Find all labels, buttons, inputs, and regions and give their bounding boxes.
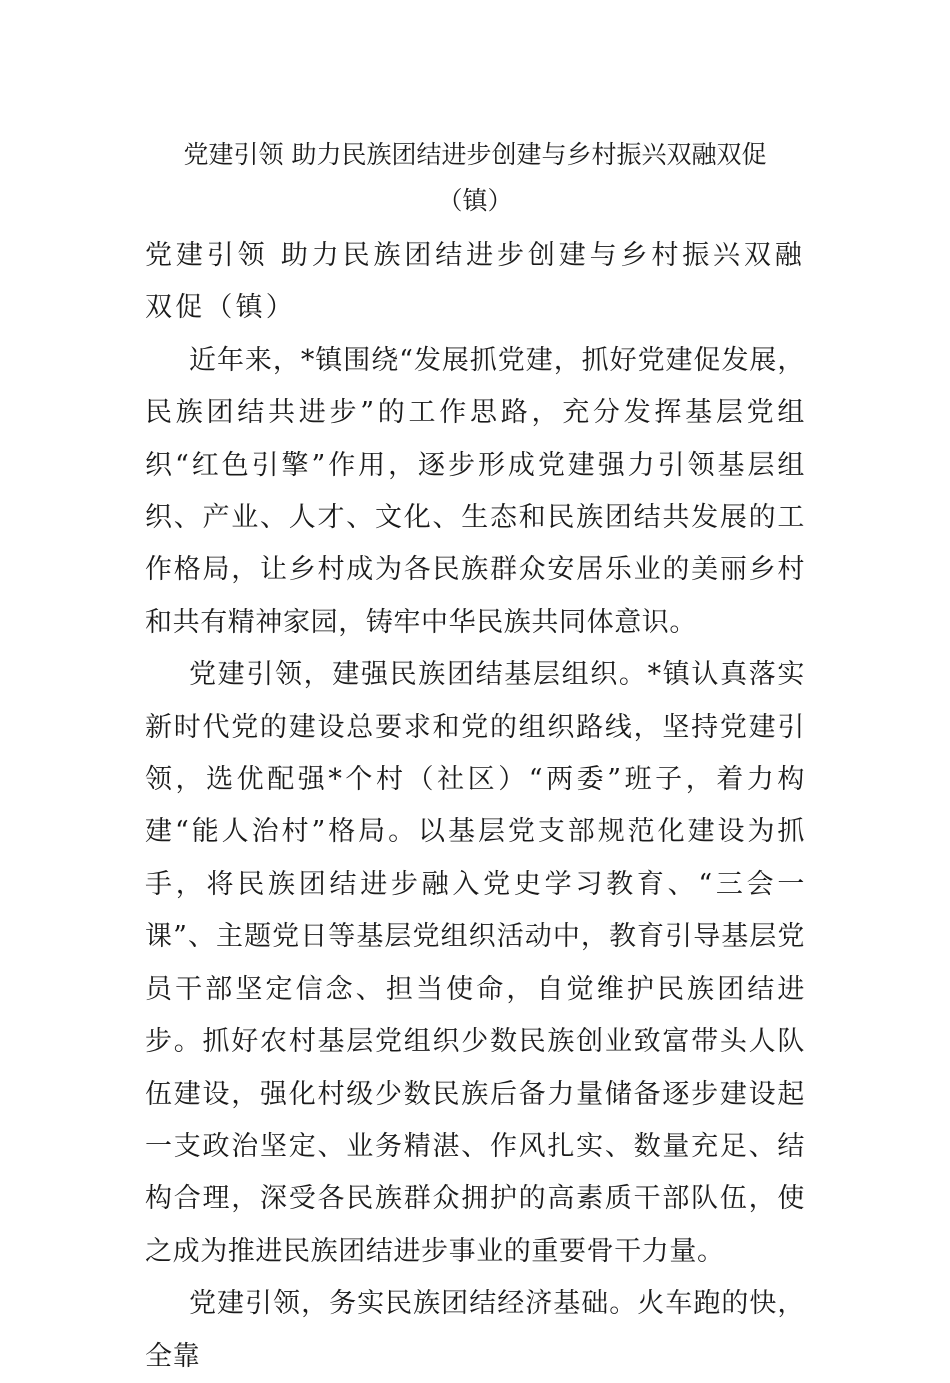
paragraph-organization: 党建引领，建强民族团结基层组织。*镇认真落实新时代党的建设总要求和党的组织路线，坚持党建引领，选优配强*个村（社区）“两委”班子，着力构建“能人治村”格局。以基层党支部规范化建设为抓手，将民族团结进步融入党史学习教育、“三会一课”、主题党日等基层党组织活动中，教育引导基层党员干部坚定信念、担当使命，自觉维护民族团结进步。抓好农村基层党组织少数民族创业致富带头人队伍建设，强化村级少数民族后备力量储备逐步建设起一支政治坚定、业务精湛、作风扎实、数量充足、结构合理，深受各民族群众拥护的高素质干部队伍，使之成为推进民族团结进步事业的重要骨干力量。 <box>145 659 805 1267</box>
document-title <box>0 132 950 224</box>
paragraph-intro: 近年来，*镇围绕“发展抓党建，抓好党建促发展，民族团结共进步”的工作思路，充分发挥基层党组织“红色引擎”作用，逐步形成党建强力引领基层组织、产业、人才、文化、生态和民族团结共发展的工作格局，让乡村成为各民族群众安居乐业的美丽乡村和共有精神家园，铸牢中华民族共同体意识。 <box>145 344 805 638</box>
title-line-2: （镇） <box>437 186 513 215</box>
title-line-1: 党建引领 助力民族团结进步创建与乡村振兴双融双促 <box>183 140 767 169</box>
document-body <box>145 230 805 1383</box>
paragraph-economy: 党建引领，务实民族团结经济基础。火车跑的快，全靠 <box>145 1288 805 1372</box>
repeated-heading: 党建引领 助力民族团结进步创建与乡村振兴双融双促（镇） <box>145 240 805 324</box>
